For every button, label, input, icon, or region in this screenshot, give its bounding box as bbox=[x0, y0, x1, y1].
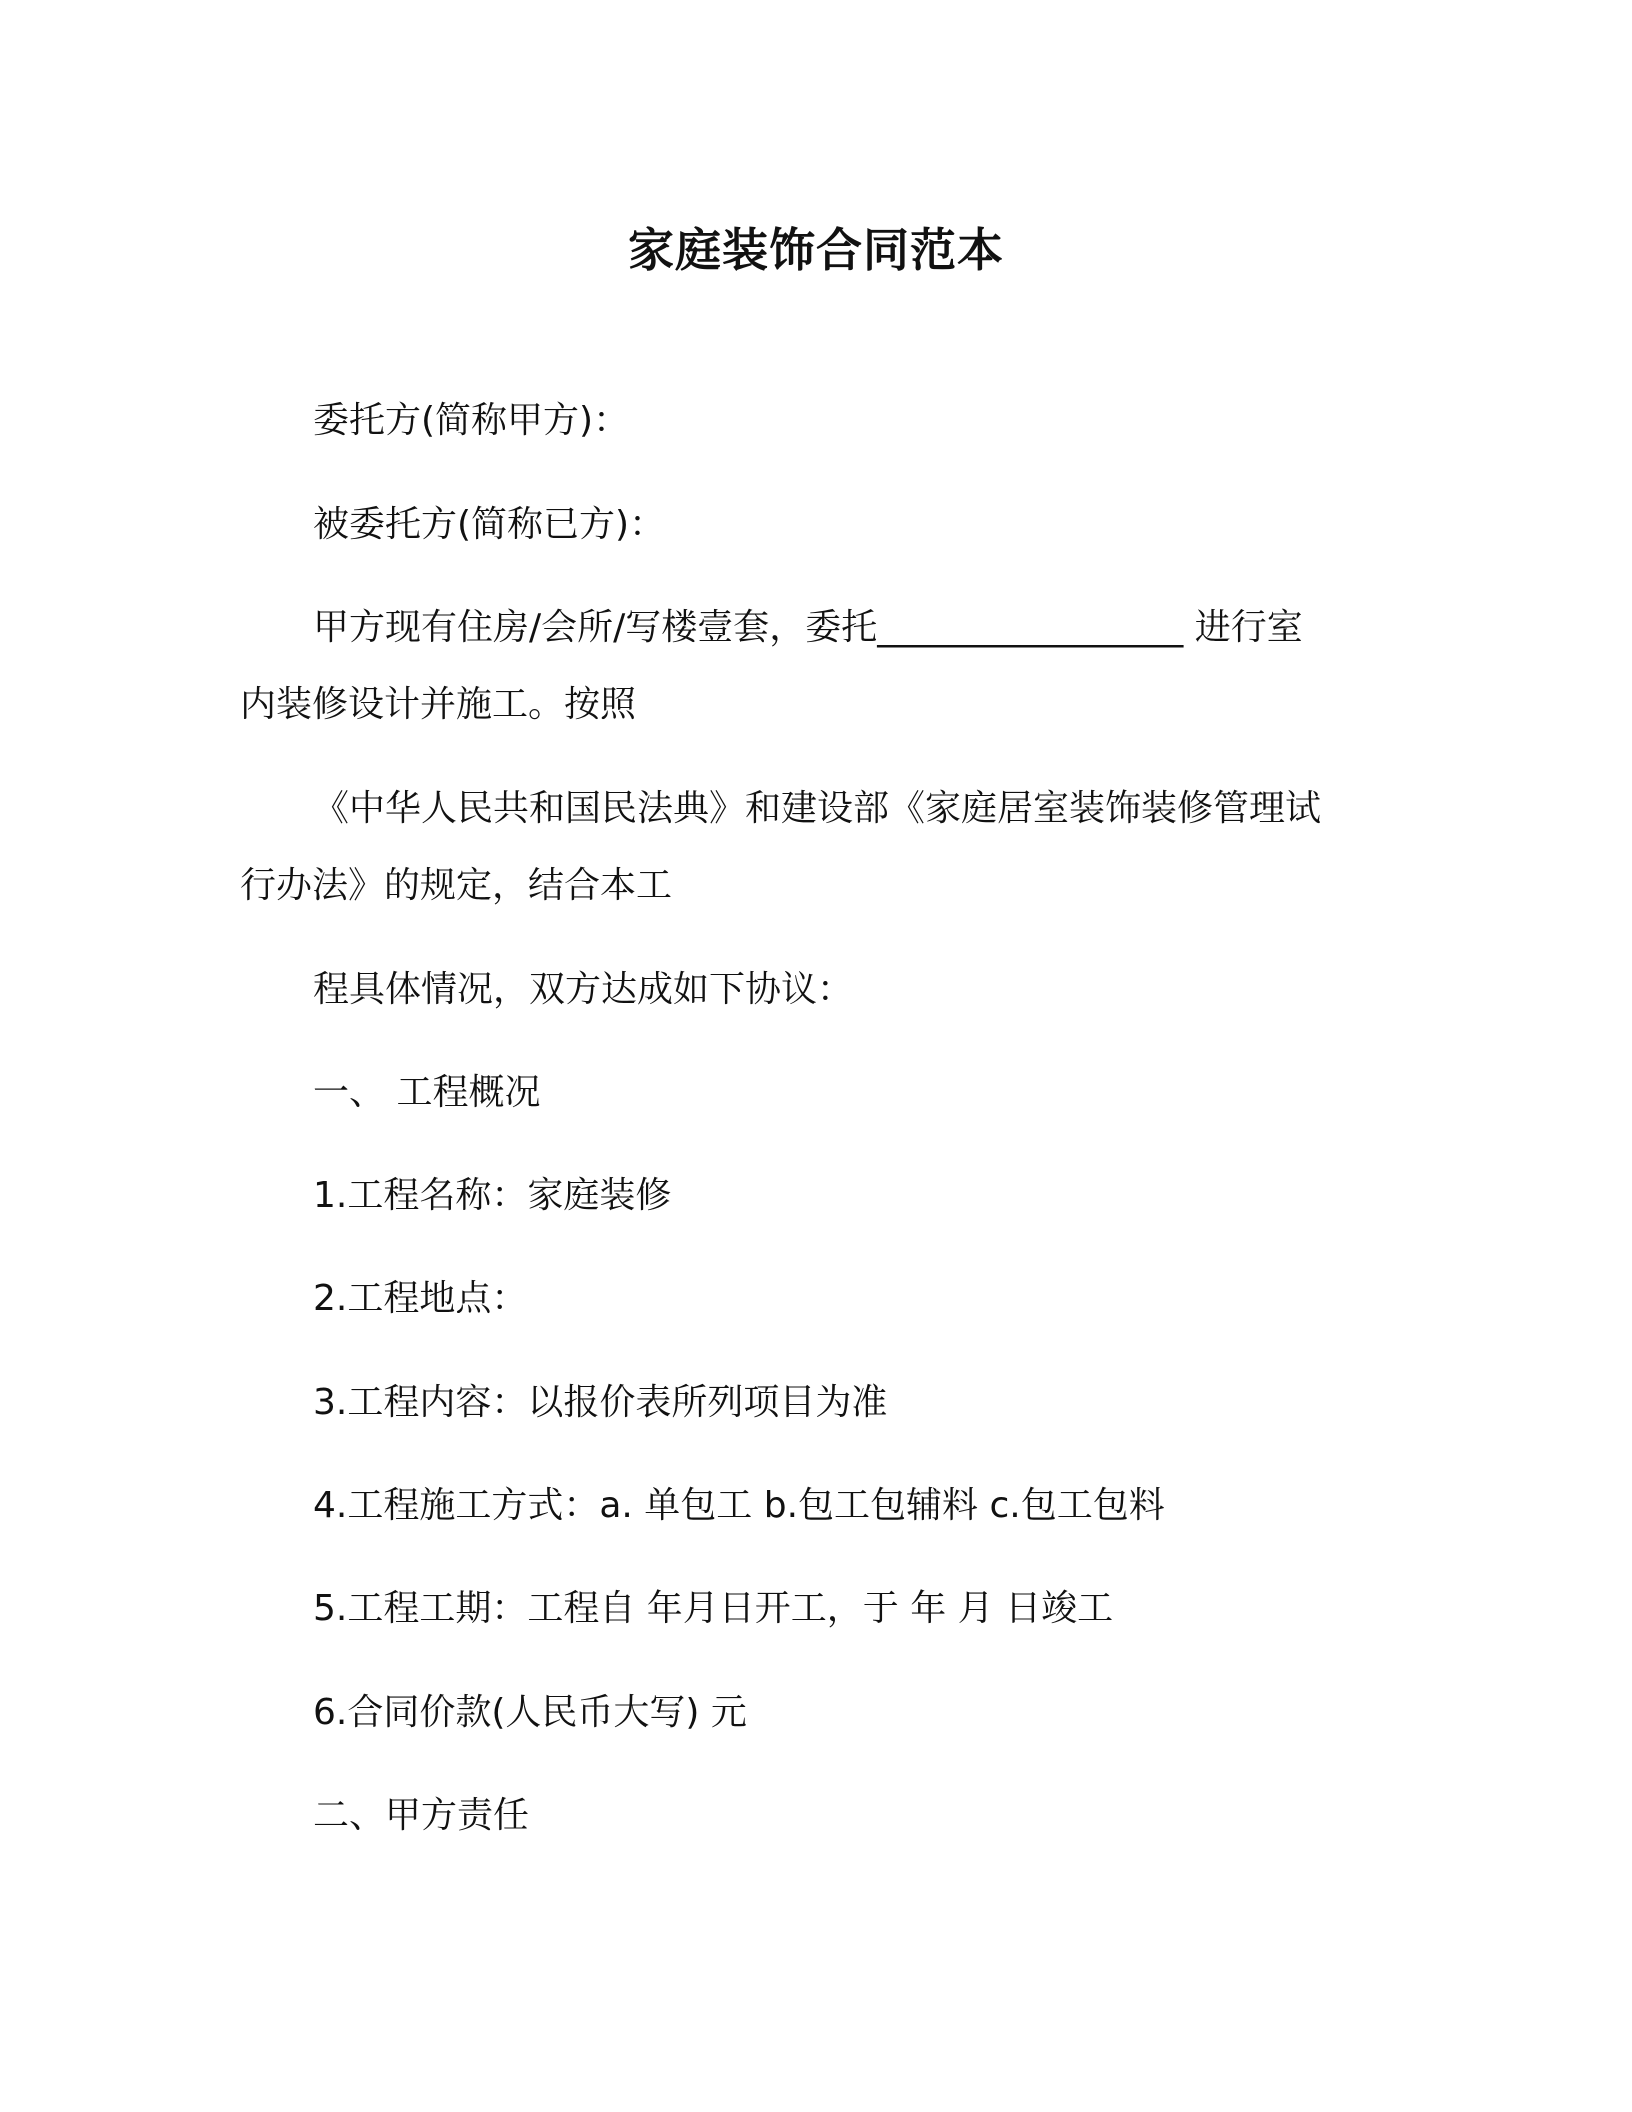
section-heading-overview: 一、 工程概况 bbox=[313, 1072, 541, 1113]
item-contract-price: 6.合同价款(人民币大写) 元 bbox=[313, 1692, 747, 1733]
item-construction-period: 5.工程工期：工程自 年月日开工，于 年 月 日竣工 bbox=[313, 1588, 1114, 1629]
paragraph-law-line-2: 行办法》的规定，结合本工 bbox=[240, 865, 673, 906]
section-heading-party-a: 二、甲方责任 bbox=[313, 1795, 530, 1836]
paragraph-agreement: 程具体情况，双方达成如下协议： bbox=[313, 969, 854, 1010]
paragraph-commission-line-2: 内装修设计并施工。按照 bbox=[240, 684, 637, 725]
paragraph-law-line-1: 《中华人民共和国民法典》和建设部《家庭居室装饰装修管理试 bbox=[313, 788, 1322, 829]
item-project-content: 3.工程内容：以报价表所列项目为准 bbox=[313, 1382, 888, 1423]
paragraph-contractor: 被委托方(简称已方)： bbox=[313, 504, 666, 545]
item-project-name: 1.工程名称：家庭装修 bbox=[313, 1175, 672, 1216]
paragraph-client: 委托方(简称甲方)： bbox=[313, 400, 630, 441]
paragraph-commission-line-1: 甲方现有住房/会所/写楼壹套，委托_________________ 进行室 bbox=[313, 607, 1303, 648]
item-construction-method: 4.工程施工方式：a. 单包工 b.包工包辅料 c.包工包料 bbox=[313, 1485, 1165, 1526]
item-project-location: 2.工程地点： bbox=[313, 1278, 528, 1319]
document-title: 家庭装饰合同范本 bbox=[628, 223, 1004, 277]
